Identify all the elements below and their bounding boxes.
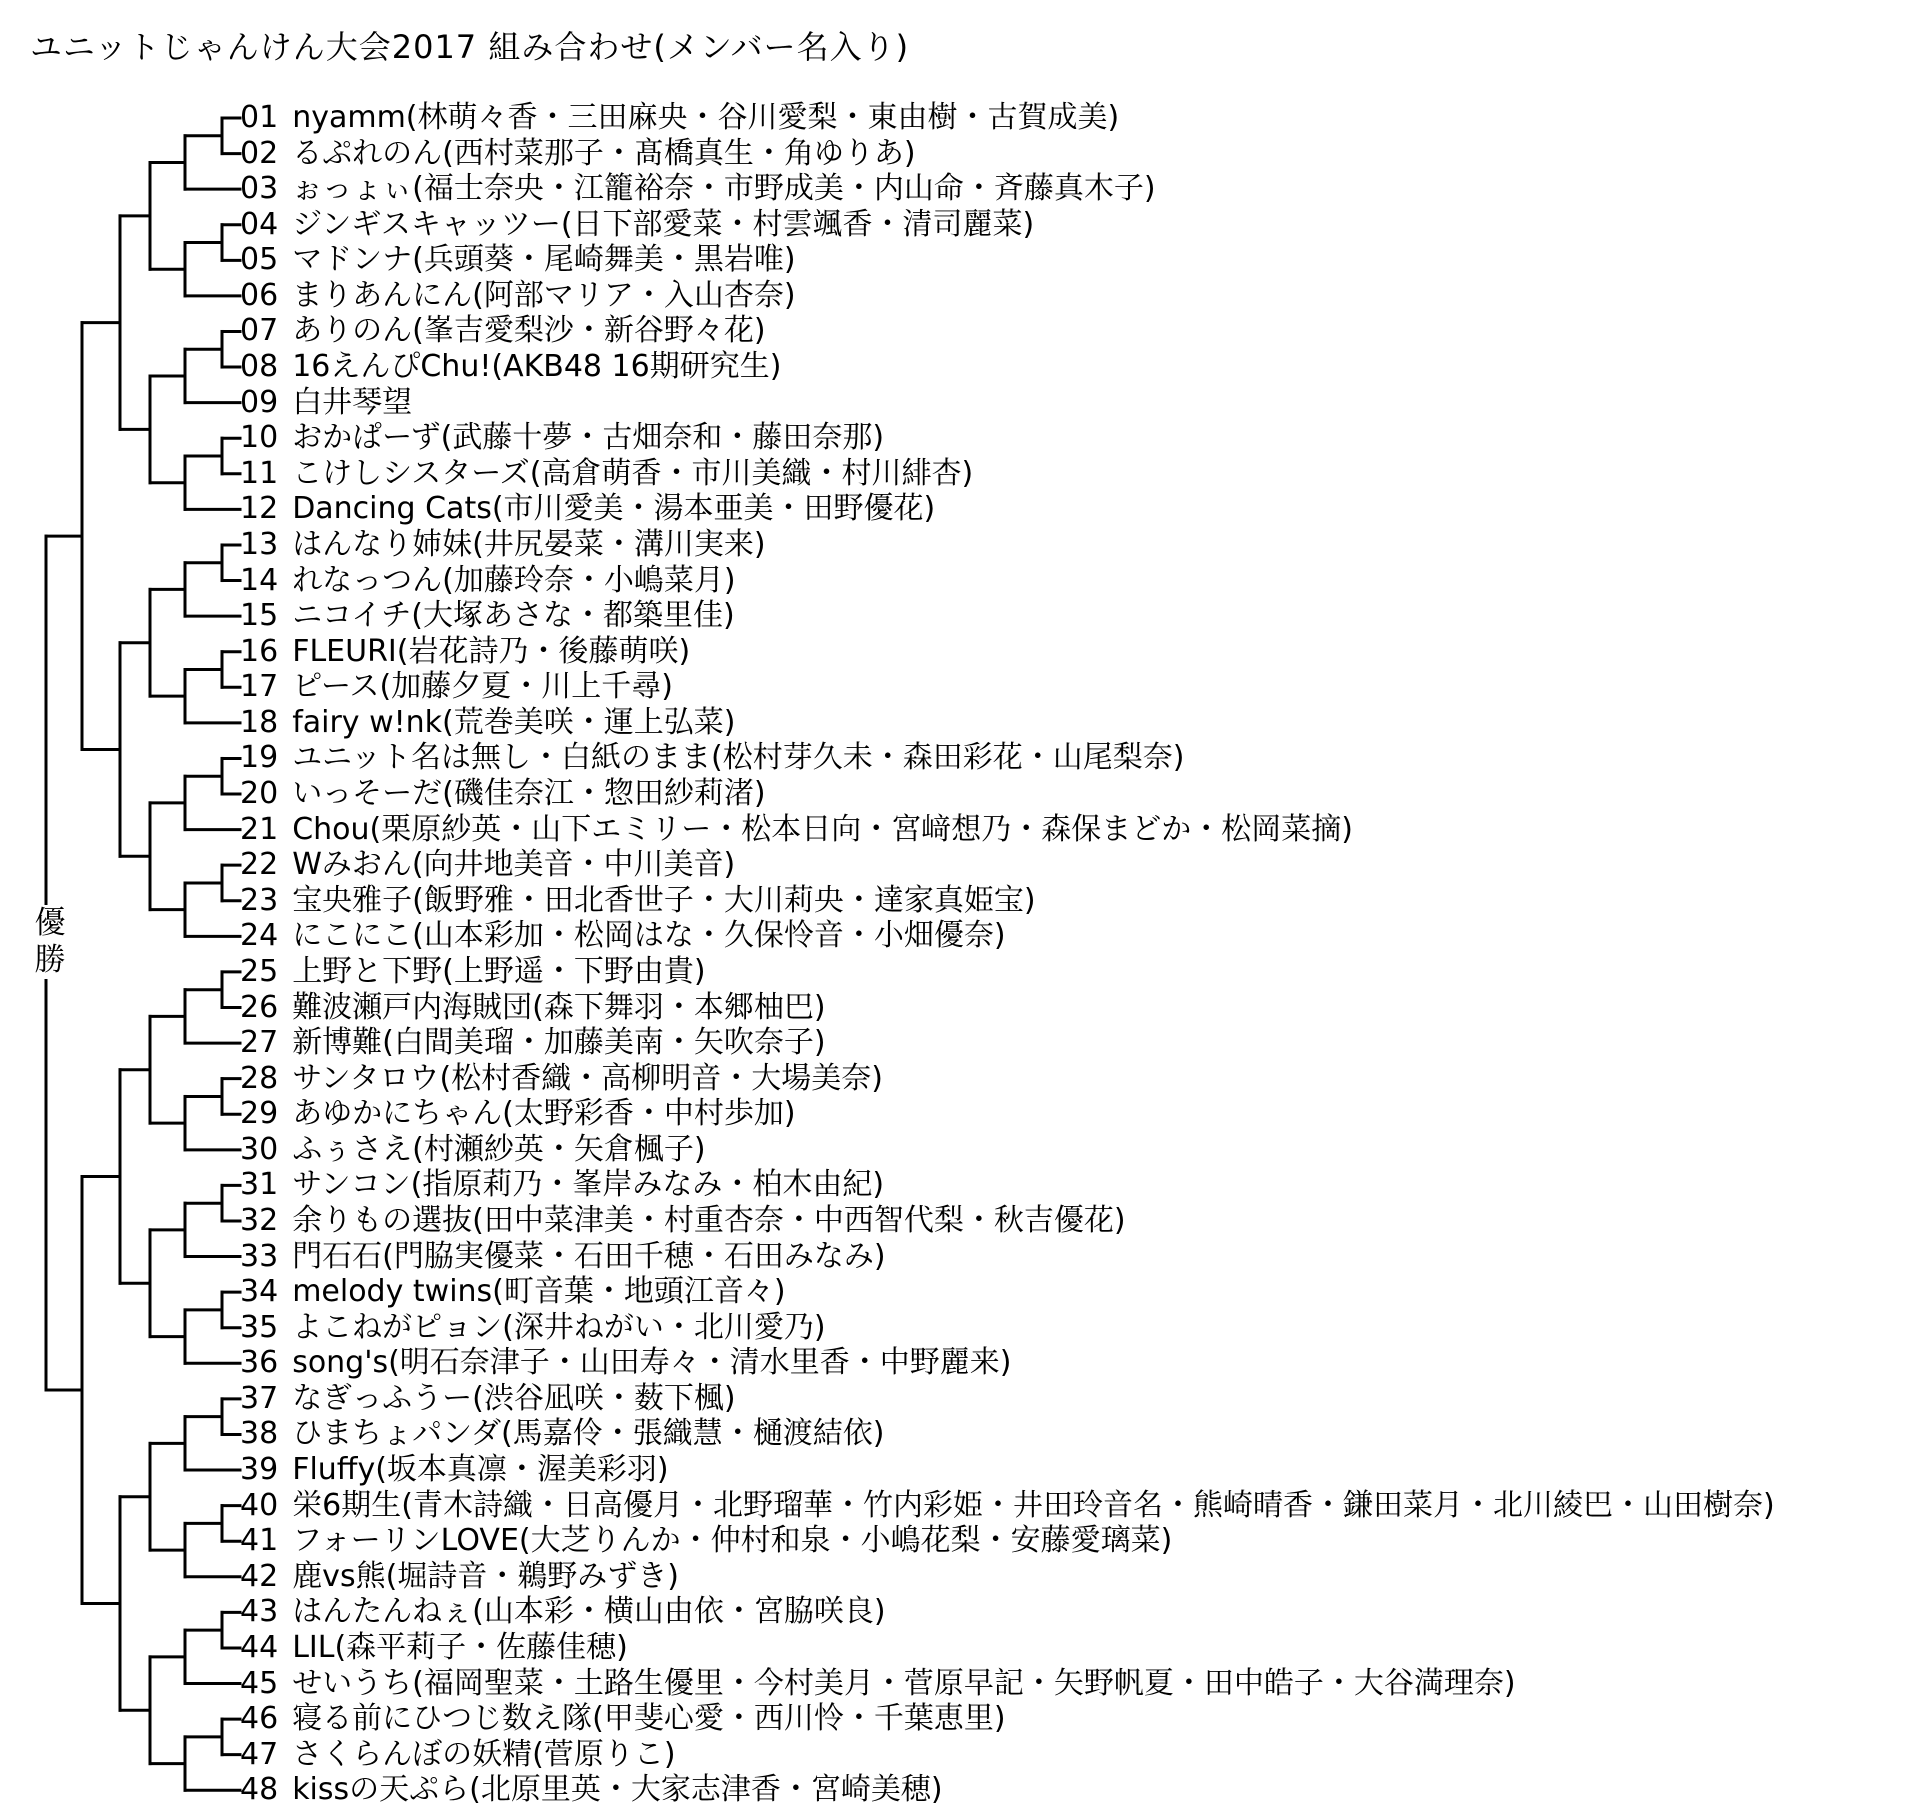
entry-row	[240, 278, 796, 314]
entry-row	[240, 1523, 1172, 1559]
entry-row	[240, 385, 412, 421]
entry-row	[240, 527, 766, 563]
entry-name: fairy w!nk(荒巻美咲・運上弘菜)	[292, 704, 736, 740]
entry-row	[240, 918, 1006, 954]
entry-row	[240, 598, 735, 634]
entry-name: Wみおん(向井地美音・中川美音)	[292, 847, 736, 883]
champion-char: 優	[30, 905, 70, 942]
entry-row	[240, 1061, 883, 1097]
entry-row	[240, 171, 1156, 207]
entry-name: FLEURI(岩花詩乃・後藤萌咲)	[292, 633, 691, 669]
entry-row	[240, 1594, 886, 1630]
entry-name: ピース(加藤夕夏・川上千尋)	[292, 669, 673, 705]
entry-number: 22	[240, 847, 279, 883]
entry-row	[240, 1132, 706, 1168]
entry-row	[240, 634, 690, 670]
entry-row	[240, 990, 826, 1026]
entry-row	[240, 420, 884, 456]
entry-name: Chou(栗原紗英・山下エミリー・松本日向・宮﨑想乃・森保まどか・松岡菜摘)	[292, 811, 1353, 847]
entry-number: 26	[240, 989, 279, 1025]
entry-name: おかぱーず(武藤十夢・古畑奈和・藤田奈那)	[292, 420, 885, 456]
entry-name: 白井琴望	[292, 384, 413, 420]
entry-row	[240, 740, 1184, 776]
entry-number: 20	[240, 776, 279, 812]
entry-number: 43	[240, 1594, 279, 1630]
entry-number: 40	[240, 1487, 279, 1523]
entry-number: 18	[240, 704, 279, 740]
entry-name: ニコイチ(大塚あさな・都築里佳)	[292, 598, 735, 634]
entry-row	[240, 1737, 676, 1773]
entry-name: 新博難(白間美瑠・加藤美南・矢吹奈子)	[292, 1025, 826, 1061]
entry-name: マドンナ(兵頭葵・尾崎舞美・黒岩唯)	[292, 242, 796, 278]
entry-name: 上野と下野(上野遥・下野由貴)	[292, 953, 706, 989]
entry-row	[240, 1167, 884, 1203]
entry-number: 12	[240, 491, 279, 527]
entry-row	[240, 1025, 826, 1061]
entry-number: 36	[240, 1345, 279, 1381]
entry-number: 27	[240, 1025, 279, 1061]
entry-name: あゆかにちゃん(太野彩香・中村歩加)	[292, 1096, 796, 1132]
entry-name: 16えんぴChu!(AKB48 16期研究生)	[292, 349, 782, 385]
entry-row	[240, 1203, 1126, 1239]
entry-row	[240, 1559, 679, 1595]
entry-row	[240, 207, 1034, 243]
champion-char: 勝	[30, 942, 70, 979]
entry-number: 16	[240, 633, 279, 669]
entry-number: 08	[240, 349, 279, 385]
champion-label	[30, 905, 70, 979]
entry-row	[240, 1452, 669, 1488]
entry-row	[240, 456, 973, 492]
entry-row	[240, 100, 1119, 136]
entry-row	[240, 1274, 786, 1310]
entry-row	[240, 1381, 736, 1417]
entry-name: 宝央雅子(飯野雅・田北香世子・大川莉央・達家真姫宝)	[292, 882, 1036, 918]
entry-row	[240, 313, 766, 349]
entry-row	[240, 1772, 943, 1808]
entry-number: 45	[240, 1665, 279, 1701]
entry-name: さくらんぼの妖精(菅原りこ)	[292, 1736, 676, 1772]
entry-name: 難波瀬戸内海賊団(森下舞羽・本郷柚巴)	[292, 989, 826, 1025]
entry-row	[240, 1416, 884, 1452]
entry-row	[240, 563, 736, 599]
entry-row	[240, 1701, 1006, 1737]
entry-row	[240, 349, 781, 385]
entry-name: kissの天ぷら(北原里英・大家志津香・宮崎美穂)	[292, 1772, 943, 1808]
entry-row	[240, 776, 766, 812]
entry-name: ジンギスキャッツー(日下部愛菜・村雲颯香・清司麗菜)	[292, 206, 1035, 242]
entry-number: 30	[240, 1131, 279, 1167]
entry-number: 19	[240, 740, 279, 776]
entry-number: 47	[240, 1736, 279, 1772]
entry-number: 42	[240, 1558, 279, 1594]
entry-name: まりあんにん(阿部マリア・入山杏奈)	[292, 277, 796, 313]
entry-name: LIL(森平莉子・佐藤佳穂)	[292, 1629, 628, 1665]
entry-row	[240, 1630, 628, 1666]
entry-name: にこにこ(山本彩加・松岡はな・久保怜音・小畑優奈)	[292, 918, 1006, 954]
entry-row	[240, 812, 1353, 848]
entry-number: 04	[240, 206, 279, 242]
entry-name: こけしシスターズ(高倉萌香・市川美織・村川緋杏)	[292, 455, 974, 491]
entry-name: いっそーだ(磯佳奈江・惣田紗莉渚)	[292, 776, 766, 812]
entry-row	[240, 1310, 826, 1346]
entry-name: song's(明石奈津子・山田寿々・清水里香・中野麗来)	[292, 1345, 1012, 1381]
entry-number: 13	[240, 526, 279, 562]
entry-name: melody twins(町音葉・地頭江音々)	[292, 1274, 786, 1310]
entry-row	[240, 883, 1036, 919]
entry-number: 07	[240, 313, 279, 349]
entry-number: 37	[240, 1380, 279, 1416]
entry-name: 栄6期生(青木詩織・日高優月・北野瑠華・竹内彩姫・井田玲音名・熊崎晴香・鎌田菜月・北川綾巴・山田樹奈)	[292, 1487, 1775, 1523]
entry-name: せいうち(福岡聖菜・土路生優里・今村美月・菅原早記・矢野帆夏・田中皓子・大谷満理奈)	[292, 1665, 1516, 1701]
entry-name: nyamm(林萌々香・三田麻央・谷川愛梨・東由樹・古賀成美)	[292, 100, 1120, 135]
entry-row	[240, 1239, 886, 1275]
entry-number: 48	[240, 1772, 279, 1808]
entry-number: 06	[240, 277, 279, 313]
entry-number: 21	[240, 811, 279, 847]
entry-name: フォーリンLOVE(大芝りんか・仲村和泉・小嶋花梨・安藤愛璃菜)	[292, 1523, 1173, 1559]
entry-number: 38	[240, 1416, 279, 1452]
entry-number: 46	[240, 1701, 279, 1737]
entry-number: 33	[240, 1238, 279, 1274]
entry-name: 寝る前にひつじ数え隊(甲斐心愛・西川怜・千葉恵里)	[292, 1701, 1006, 1737]
entry-number: 28	[240, 1060, 279, 1096]
entry-number: 23	[240, 882, 279, 918]
entry-number: 44	[240, 1629, 279, 1665]
entry-name: よこねがピョン(深井ねがい・北川愛乃)	[292, 1309, 826, 1345]
entry-number: 24	[240, 918, 279, 954]
entry-name: なぎっふうー(渋谷凪咲・薮下楓)	[292, 1380, 736, 1416]
entry-row	[240, 847, 735, 883]
entry-row	[240, 1488, 1775, 1524]
entry-number: 05	[240, 242, 279, 278]
entry-number: 01	[240, 100, 279, 135]
entry-row	[240, 705, 735, 741]
entry-number: 17	[240, 669, 279, 705]
entry-row	[240, 1345, 1012, 1381]
entry-name: はんなり姉妹(井尻晏菜・溝川実来)	[292, 526, 766, 562]
entry-number: 11	[240, 455, 279, 491]
entry-number: 03	[240, 171, 279, 207]
entry-number: 29	[240, 1096, 279, 1132]
entry-name: ひまちょパンダ(馬嘉伶・張織慧・樋渡結依)	[292, 1416, 885, 1452]
entry-number: 10	[240, 420, 279, 456]
entry-number: 41	[240, 1523, 279, 1559]
entry-row	[240, 1096, 796, 1132]
entry-name: れなっつん(加藤玲奈・小嶋菜月)	[292, 562, 736, 598]
page-title: ユニットじゃんけん大会2017 組み合わせ(メンバー名入り)	[30, 28, 910, 66]
entry-row	[240, 1666, 1516, 1702]
entry-name: ユニット名は無し・白紙のまま(松村芽久未・森田彩花・山尾梨奈)	[292, 740, 1185, 776]
entry-name: ぉっょぃ(福士奈央・江籠裕奈・市野成美・内山命・斉藤真木子)	[292, 171, 1156, 207]
entry-number: 35	[240, 1309, 279, 1345]
entry-name: るぷれのん(西村菜那子・髙橋真生・角ゆりあ)	[292, 135, 916, 171]
champion-label-text	[30, 905, 70, 979]
entry-number: 25	[240, 953, 279, 989]
entry-number: 32	[240, 1202, 279, 1238]
entry-number: 02	[240, 135, 279, 171]
entry-number: 39	[240, 1452, 279, 1488]
entry-name: Fluffy(坂本真凛・渥美彩羽)	[292, 1452, 669, 1488]
entry-name: サンタロウ(松村香織・高柳明音・大場美奈)	[292, 1060, 883, 1096]
entry-name: 鹿vs熊(堀詩音・鵜野みずき)	[292, 1558, 679, 1594]
entry-name: 余りもの選抜(田中菜津美・村重杏奈・中西智代梨・秋吉優花)	[292, 1202, 1126, 1238]
entry-row	[240, 136, 916, 172]
entry-name: Dancing Cats(市川愛美・湯本亜美・田野優花)	[292, 491, 936, 527]
entry-number: 14	[240, 562, 279, 598]
entry-name: ありのん(峯吉愛梨沙・新谷野々花)	[292, 313, 766, 349]
entry-number: 31	[240, 1167, 279, 1203]
entry-number: 15	[240, 598, 279, 634]
entry-name: ふぅさえ(村瀬紗英・矢倉楓子)	[292, 1131, 706, 1167]
entry-row	[240, 491, 935, 527]
entry-row	[240, 242, 796, 278]
entry-number: 34	[240, 1274, 279, 1310]
entry-row	[240, 954, 706, 990]
entry-name: はんたんねぇ(山本彩・横山由依・宮脇咲良)	[292, 1594, 886, 1630]
entry-number: 09	[240, 384, 279, 420]
entry-name: サンコン(指原莉乃・峯岸みなみ・柏木由紀)	[292, 1167, 885, 1203]
entry-name: 門石石(門脇実優菜・石田千穂・石田みなみ)	[292, 1238, 886, 1274]
entry-row	[240, 669, 673, 705]
